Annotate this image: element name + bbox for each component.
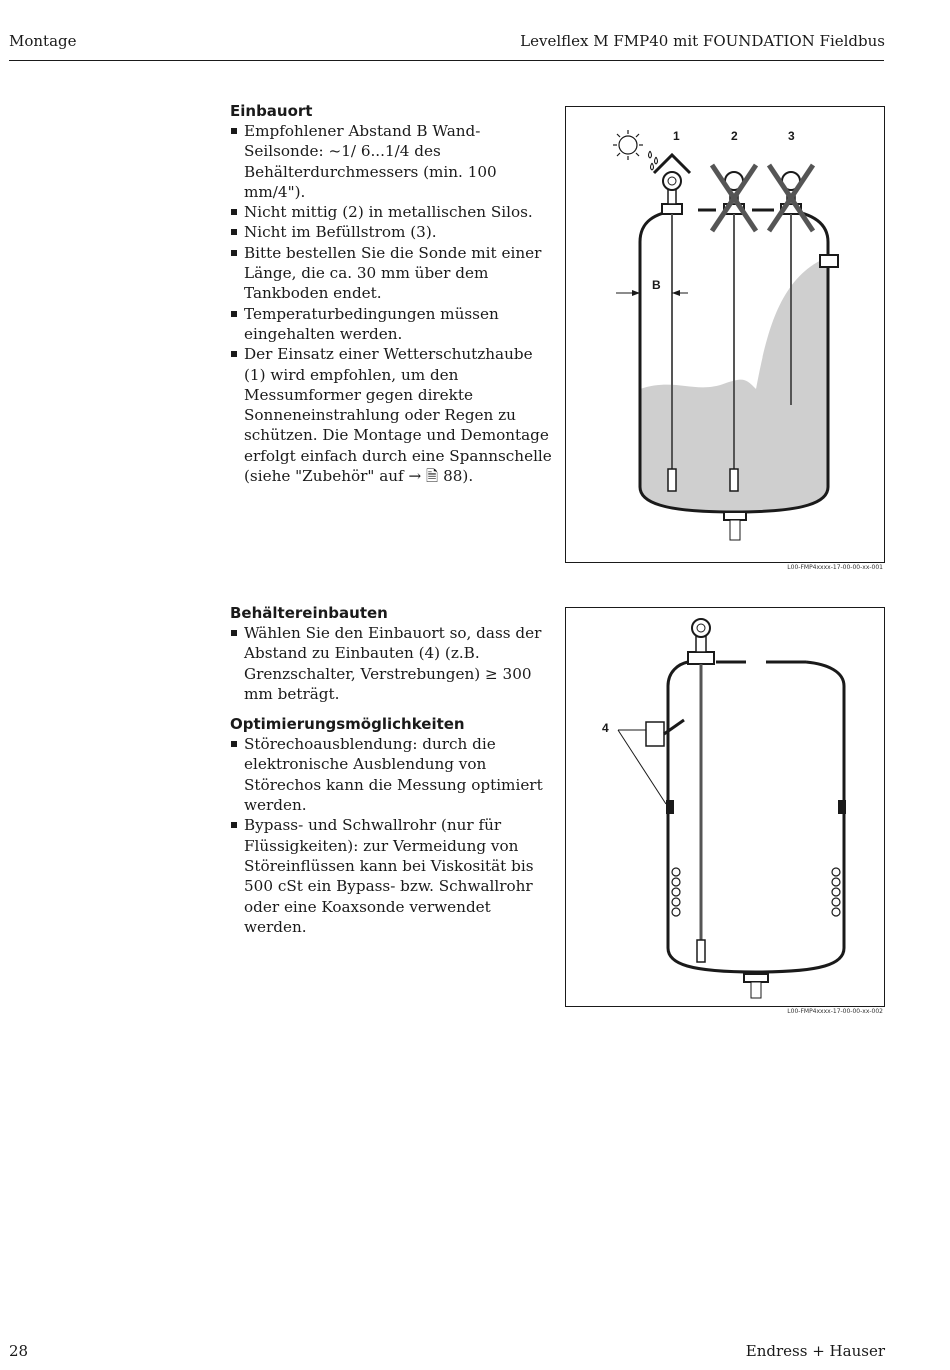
bullet-item: Bypass- und Schwallrohr (nur für Flüssigkeiten): zur Vermeidung von Störeinflüssen kann bei Viskosität bis 500 cSt ein Bypass- bzw. Schwallrohr oder eine Koaxsonde verwendet werden.: [230, 815, 552, 937]
bullet-item: Der Einsatz einer Wetterschutzhaube (1) wird empfohlen, um den Messumformer gegen direkte Sonneneinstrahlung oder Regen zu schützen. Die Montage und Demontage erfolgt einfach durch eine Spannschelle (siehe "Zubehör" auf → 🗎 88).: [230, 344, 552, 486]
header-rule: [9, 60, 884, 61]
bullet-item: Empfohlener Abstand B Wand-Seilsonde: ~1/ 6...1/4 des Behälterdurchmessers (min. 100 mm/4").: [230, 121, 552, 202]
bullet-item: Nicht mittig (2) in metallischen Silos.: [230, 202, 552, 222]
heating-coil-right: [832, 868, 840, 916]
header-document-title: Levelflex M FMP40 mit FOUNDATION Fieldbus: [520, 32, 885, 50]
bullet-list: [230, 121, 552, 486]
label-3: 3: [788, 129, 795, 143]
tank-installations-diagram: [566, 608, 884, 1006]
bullet-item: Bitte bestellen Sie die Sonde mit einer Länge, die ca. 30 mm über dem Tankboden endet.: [230, 243, 552, 304]
label-1: 1: [673, 129, 680, 143]
bullet-list: [230, 623, 552, 704]
section-title: Optimierungsmöglichkeiten: [230, 715, 465, 734]
bullet-item: Störechoausblendung: durch die elektronische Ausblendung von Störechos kann die Messung optimiert werden.: [230, 734, 552, 815]
header-section-name: Montage: [9, 32, 77, 50]
tank-diagram: [566, 107, 884, 562]
figure-caption: L00-FMP4xxxx-17-00-00-xx-001: [787, 564, 883, 571]
publisher-name: Endress + Hauser: [745, 1342, 885, 1360]
figure-caption: L00-FMP4xxxx-17-00-00-xx-002: [787, 1008, 883, 1015]
label-b: B: [652, 278, 661, 292]
section-title: Behältereinbauten: [230, 604, 388, 622]
bullet-item: Wählen Sie den Einbauort so, dass der Abstand zu Einbauten (4) (z.B. Grenzschalter, Verstrebungen) ≥ 300 mm beträgt.: [230, 623, 552, 704]
section-einbauort: [230, 101, 552, 486]
page-number: 28: [9, 1342, 29, 1360]
limit-switch: [646, 720, 684, 746]
section-behaeltereinbauten: [230, 603, 552, 937]
figure-tank-mounting-positions: [565, 106, 885, 563]
bullet-item: Nicht im Befüllstrom (3).: [230, 222, 552, 242]
sun-icon: [613, 130, 643, 160]
section-title: Einbauort: [230, 102, 313, 120]
heating-coil-left: [672, 868, 680, 916]
rain-icon: [649, 151, 658, 170]
label-4: 4: [602, 721, 609, 735]
bullet-item: Temperaturbedingungen müssen eingehalten werden.: [230, 304, 552, 345]
label-2: 2: [731, 129, 738, 143]
bullet-list: [230, 734, 552, 937]
figure-tank-installations: [565, 607, 885, 1007]
